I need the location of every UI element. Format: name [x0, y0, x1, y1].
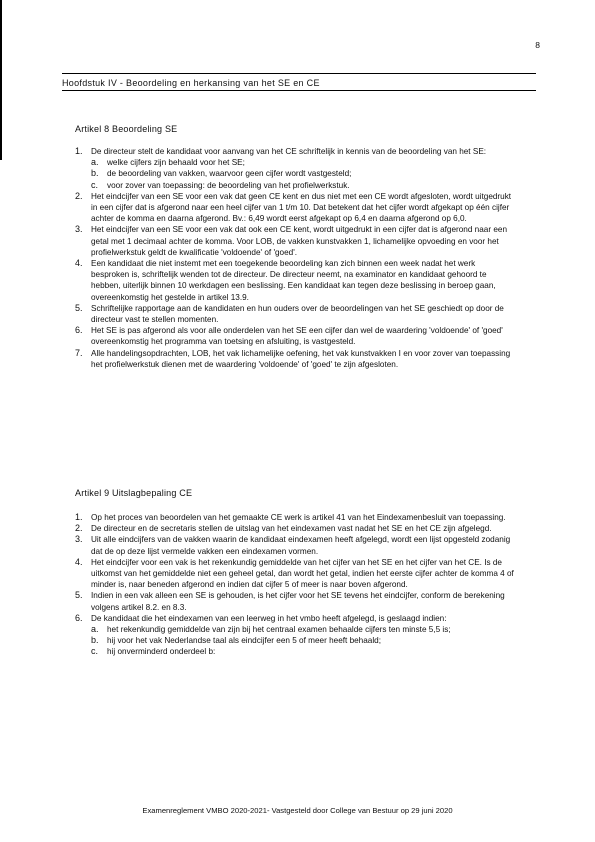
sub-text: hij voor het vak Nederlandse taal als eindcijfer een 5 of meer heeft behaald; — [107, 636, 381, 646]
sub-letter: b. — [91, 168, 99, 179]
list-item — [75, 613, 515, 658]
chapter-rule-bottom — [62, 90, 536, 91]
item-number: 6. — [75, 612, 83, 623]
item-number: 4. — [75, 258, 83, 269]
item-text: Een kandidaat die niet instemt met een toegekende beoordeling kan zich binnen een week nadat het werk besproken is, schriftelijk wenden tot de directeur. De directeur neemt, na examinator en kandidaat gehoord te hebben, uiterlijk binnen 10 werkdagen een beslissing. Een kandidaat kan tegen deze beslissing in beroep gaan, overeenkomstig het gestelde in artikel 13.9. — [91, 259, 496, 302]
sub-list — [91, 624, 515, 658]
item-text: Het eindcijfer van een SE voor een vak dat geen CE kent en dus niet met een CE wordt afgesloten, wordt uitgedrukt in een cijfer dat is afgerond naar een heel cijfer van 1 t/m 10. Dat betekent dat het cijfer wordt afgekapt op één cijfer achter de komma en daarna afgerond. Bv.: 6,49 wordt eerst afgekapt op 6,4 en daarna afgerond op 6,0. — [91, 191, 512, 224]
item-text: Schriftelijke rapportage aan de kandidaten en hun ouders over de beoordelingen van het SE geschiedt op door de directeur vast te stellen momenten. — [91, 303, 504, 325]
item-number: 5. — [75, 302, 83, 313]
sub-item — [91, 646, 515, 657]
sub-text: hij onverminderd onderdeel b: — [107, 647, 216, 657]
item-number: 3. — [75, 534, 83, 545]
sub-item — [91, 168, 515, 179]
sub-letter: c. — [91, 179, 99, 190]
item-number: 7. — [75, 347, 83, 358]
item-text: Alle handelingsopdrachten, LOB, het vak lichamelijke oefening, het vak kunstvakken I en voor zover van toepassing het profielwerkstuk dienen met de waardering 'voldoende' of 'goed' te zijn afgesloten. — [91, 348, 511, 369]
item-number: 1. — [75, 512, 83, 522]
item-number: 1. — [75, 146, 83, 156]
margin-bar — [0, 0, 2, 160]
item-text: Indien in een vak alleen een SE is gehouden, is het cijfer voor het SE tevens het eindcijfer, conform de berekening volgens artikel 8.2. en 8.3. — [91, 591, 505, 612]
chapter-rule-top — [62, 73, 536, 74]
article-9-heading: Artikel 9 Uitslagbepaling CE — [75, 488, 193, 498]
item-text: De directeur stelt de kandidaat voor aanvang van het CE schriftelijk in kennis van de beoordeling van het SE: — [91, 147, 487, 156]
sub-list — [91, 157, 515, 191]
sub-text: het rekenkundig gemiddelde van zijn bij het centraal examen behaalde cijfers ten minste 5,5 is; — [107, 625, 451, 635]
item-text: Op het proces van beoordelen van het gemaakte CE werk is artikel 41 van het Eindexamenbesluit van toepassing. — [91, 513, 506, 522]
item-number: 4. — [75, 556, 83, 567]
item-number: 6. — [75, 325, 83, 336]
page-footer: Examenreglement VMBO 2020-2021- Vastgesteld door College van Bestuur op 29 juni 2020 — [142, 806, 453, 815]
sub-letter: b. — [91, 635, 99, 646]
item-text: De directeur en de secretaris stellen de uitslag van het eindexamen vast nadat het SE en het CE zijn afgelegd. — [91, 524, 492, 534]
list-item — [75, 590, 515, 612]
list-item — [75, 146, 515, 191]
sub-item — [91, 635, 515, 646]
item-text: Het eindcijfer van een SE voor een vak dat ook een CE kent, wordt uitgedrukt in een cijfer dat is afgerond naar een getal met 1 decimaal achter de komma. Voor LOB, de vakken kunstvakken 1, lichamelijke opvoeding en voor het profielwerkstuk geldt de kwalificatie 'voldoende' of 'goed'. — [91, 225, 507, 257]
item-text: Het SE is pas afgerond als voor alle onderdelen van het SE een cijfer dan wel de waardering 'voldoende' of 'goed' overeenkomstig het programma van toetsing en afsluiting, is vastgesteld. — [91, 326, 503, 347]
article-8-list — [75, 146, 515, 370]
sub-text: de beoordeling van vakken, waarvoor geen cijfer wordt vastgesteld; — [107, 169, 352, 179]
list-item — [75, 325, 515, 347]
sub-item — [91, 180, 515, 191]
sub-letter: c. — [91, 646, 99, 657]
sub-item — [91, 157, 515, 168]
item-text: Uit alle eindcijfers van de vakken waarin de kandidaat eindexamen heeft afgelegd, wordt een lijst opgesteld zodanig dat de op deze lijst vermelde vakken een eindexamen vormen. — [91, 535, 511, 556]
chapter-title: Hoofdstuk IV - Beoordeling en herkansing van het SE en CE — [62, 78, 320, 88]
item-number: 2. — [75, 190, 83, 201]
list-item — [75, 534, 515, 556]
item-text: De kandidaat die het eindexamen van een leerweg in het vmbo heeft afgelegd, is geslaagd indien: — [91, 613, 447, 623]
list-item — [75, 512, 515, 523]
list-item — [75, 348, 515, 370]
sub-text: voor zover van toepassing: de beoordeling van het profielwerkstuk. — [107, 180, 350, 190]
article-9-list — [75, 512, 515, 658]
sub-letter: a. — [91, 624, 99, 635]
list-item — [75, 557, 515, 591]
list-item — [75, 523, 515, 534]
sub-item — [91, 624, 515, 635]
item-text: Het eindcijfer voor een vak is het rekenkundig gemiddelde van het cijfer van het SE en het cijfer van het CE. Is de uitkomst van het gemiddelde niet een geheel getal, dan wordt het getal, indien het eerste cijfer achter de komma 4 of minder is, naar beneden afgerond en indien dat cijfer 5 of meer is naar boven afgerond. — [91, 557, 514, 590]
list-item — [75, 303, 515, 325]
sub-letter: a. — [91, 157, 99, 168]
item-number: 2. — [75, 523, 83, 534]
item-number: 5. — [75, 590, 83, 601]
sub-text: welke cijfers zijn behaald voor het SE; — [107, 158, 245, 168]
item-number: 3. — [75, 224, 83, 235]
article-8-heading: Artikel 8 Beoordeling SE — [75, 124, 178, 134]
list-item — [75, 224, 515, 258]
page-number: 8 — [535, 40, 540, 50]
list-item — [75, 258, 515, 303]
list-item — [75, 191, 515, 225]
